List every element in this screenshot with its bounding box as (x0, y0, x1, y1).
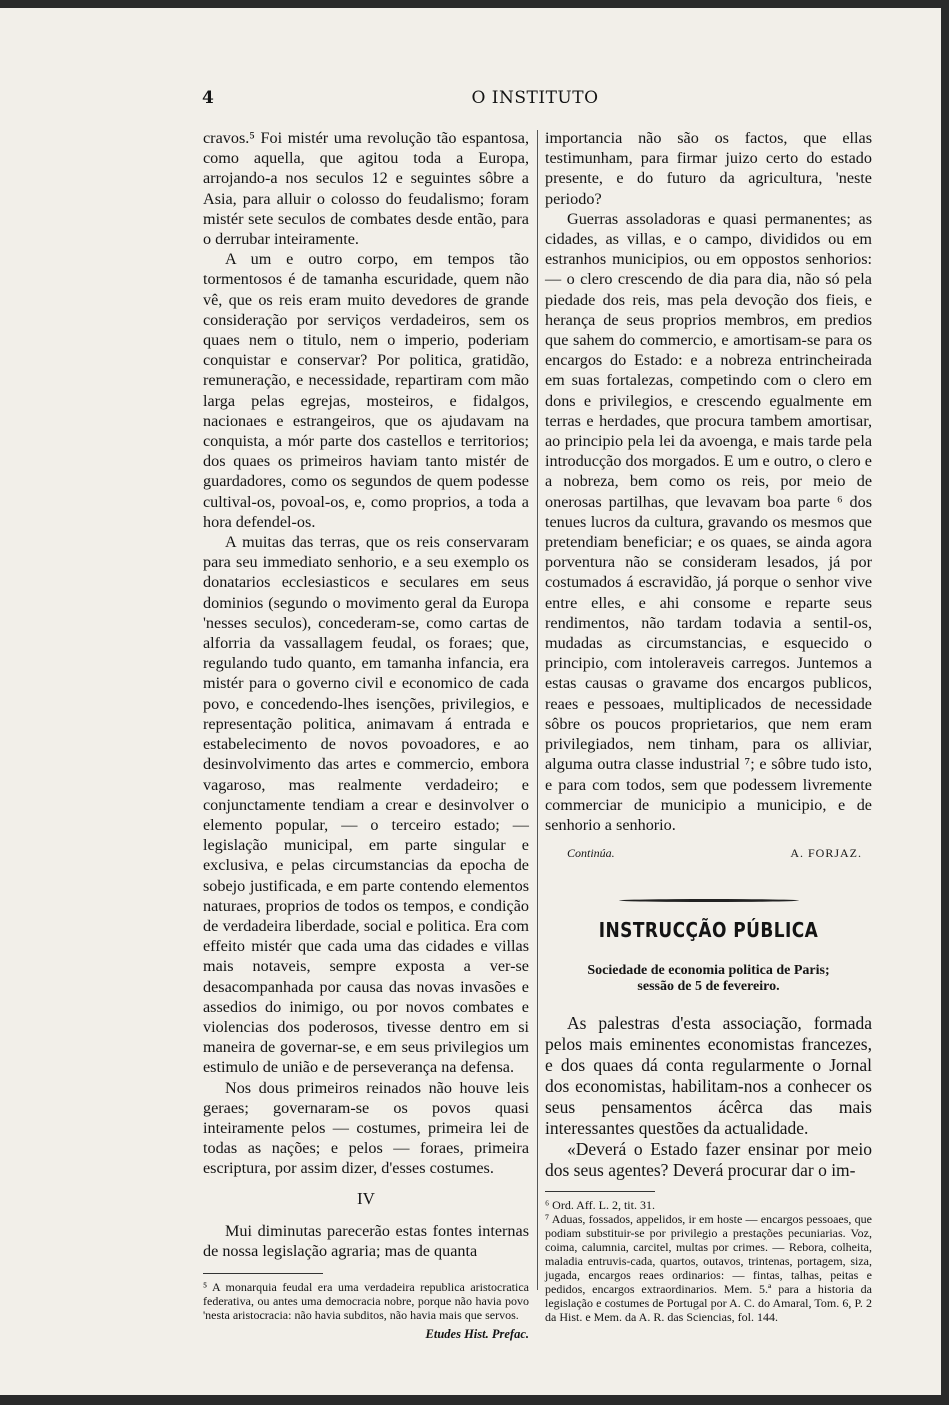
article-signoff (545, 843, 872, 863)
section-title: INSTRUCÇÃO PÚBLICA (598, 918, 819, 943)
page-header (200, 88, 870, 116)
scan-edge-bottom (0, 1395, 949, 1405)
footnote: ⁵ A monarquia feudal era uma verdadeira republica aristocratica federativa, ou antes uma democracia nobre, porque não havia povo 'nesta aristocracia: não havia subditos, não havia mais que servos. (203, 1280, 529, 1323)
author-name: A. FORJAZ. (790, 846, 862, 861)
paragraph: As palestras d'esta associação, formada pelos mais eminentes economistas francezes, e dos quaes dá conta regularmente o Jornal dos economistas, habilitam-nos a conhecer os seus pensamentos ácêrca das mais interessantes questões da actualidade. (545, 1012, 872, 1138)
ornament-rule (619, 899, 799, 902)
paragraph: Mui diminutas parecerão estas fontes internas de nossa legislação agraria; mas de quanta (203, 1221, 529, 1260)
footnote-rule (545, 1191, 655, 1192)
footnote-attribution: Etudes Hist. Prefac. (425, 1327, 529, 1342)
paragraph: «Deverá o Estado fazer ensinar por meio dos seus agentes? Deverá procurar dar o im- (545, 1138, 872, 1180)
subtitle-line: Sociedade de economia politica de Paris; (587, 962, 830, 978)
right-column (545, 128, 872, 1324)
footnote-rule (203, 1273, 323, 1274)
paragraph: importancia não são os factos, que ellas testimunham, para firmar juizo certo do estado presente, e do futuro da agricultura, 'neste periodo? (545, 129, 872, 208)
paragraph: cravos.⁵ Foi mistér uma revolução tão espantosa, como aquella, que agitou toda a Europa, arrojando-a nos seculos 12 e seguintes sôbre a Asia, para alluir o colosso do feudalismo; foram mistér sete seculos de combates desde então, para o derrubar inteiramente. (203, 129, 529, 249)
subtitle-line: sessão de 5 de fevereiro. (637, 978, 780, 994)
paragraph: Nos dous primeiros reinados não houve leis geraes; governaram-se os povos quasi inteiramente pelos — costumes, primeira lei de todas as nações; e pelos — foraes, primeira escriptura, por assim dizer, d'esses costumes. (203, 1078, 529, 1178)
scan-edge-right (941, 0, 949, 1405)
paragraph: Guerras assoladoras e quasi permanentes; as cidades, as villas, e o campo, divididos ou em estranhos municipios, ou em oppostos senhorios: — o clero crescendo de dia para dia, não só pela piedade dos reis, mas pela devoção dos fieis, e herança de seus proprios membros, em predios que sahem do commercio, e amortisam-se para os encargos do Estado: e a nobreza entrincheirada em suas fortalezas, competindo com o clero em dons e privilegios, e crescendo egualmente em terras e herdades, que procura tambem amortisar, ao principio pela lei da avoenga, e mais tarde pela introducção dos morgados. E um e outro, o clero e a nobreza, bem como os reis, por meio de onerosas partilhas, que levavam boa parte ⁶ dos tenues lucros da cultura, gravando os mesmos que pretendiam beneficiar; e os quaes, se ainda agora porventura não se consideram lesados, já por costumados á escravidão, já porque o senhor vive entre elles, e ahi consome e reparte seus rendimentos, não tardam todavia a sentil-os, mudadas as circumstancias, e esquecido o principio, com intoleraveis carregos. Juntemos a estas causas o gravame dos encargos publicos, reaes e pessoaes, multiplicados de necessidade sôbre os poucos proprietarios, que nem eram privilegiados, nem tinham, para os alliviar, alguma outra classe industrial ⁷; e sôbre tudo isto, e para com todos, sem que podessem livremente commerciar de municipio a municipio, e de senhorio a senhorio. (545, 209, 872, 834)
footnote: ⁶ Ord. Aff. L. 2, tit. 31. (545, 1197, 655, 1212)
section-number: IV (357, 1188, 375, 1208)
column-divider (537, 130, 538, 1290)
paragraph: A muitas das terras, que os reis conservaram para seu immediato senhorio, e a seu exemplo os donatarios ecclesiasticos e seculares em seus dominios (segundo o movimento geral da Europa 'nesses seculos), concederam-se, como cartas de alforria da vassallagem feudal, os foraes; que, regulando tudo quanto, em tamanha infancia, era mistér para o governo civil e economico de cada povo, e concedendo-lhes isenções, privilegios, e representação politica, animavam á entrada e estabelecimento de novos povoadores, e ao desinvolvimento das artes e commercio, embora vagaroso, mas realmente verdadeiro; e conjunctamente tendiam a crear e desinvolver o elemento popular, — o terceiro estado; — legislação municipal, em parte singular e exclusiva, e pelas circumstancias da epocha de sobejo justificada, e em parte contendo elementos naturaes, proprios de todos os tempos, e condição de verdadeira liberdade, social e politica. Era com effeito mistér que cada uma das cidades e villas mais notaveis, sempre exposta a ver-se desacompanhada por causa das novas invasões e assedios do inimigo, ou por novos combates e violencias dos poderosos, tivesse dentro em si maneira de governar-se, e em seus privilegios um estimulo de união e de perseverança na defensa. (203, 533, 529, 1077)
scan-edge-top (0, 0, 949, 8)
running-title: O INSTITUTO (471, 88, 599, 108)
section-subtitle (545, 963, 872, 995)
continua-label: Continúa. (567, 846, 615, 861)
page-number: 4 (202, 88, 214, 108)
left-column (203, 128, 529, 1344)
paragraph: A um e outro corpo, em tempos tão tormentosos é de tamanha escuridade, quem não vê, que os reis eram muito devedores de grande consideração por serviços verdadeiros, sem os quaes nem o titulo, nem o imperio, poderiam conquistar e conservar? Por politica, gratidão, remuneração, e necessidade, repartiram com mão larga pelas egrejas, mosteiros, e fidalgos, nacionaes e estrangeiros, que os ajudavam na conquista, a mór parte dos castellos e territorios; dos quaes os primeiros haviam tanto mistér de guardadores, como os segundos de quem podesse cultival-os, povoal-os, e, como proprios, a toda a hora defendel-os. (203, 250, 529, 531)
footnote: ⁷ Aduas, fossados, appelidos, ir em hoste — encargos pessoaes, que podiam substituir-se por privilegio a prestações pecuniarias. Voz, coima, calumnia, carcitel, multas por crimes. — Rebora, colheita, maladia entruvis-cada, quartos, outavos, trintenas, portagem, siza, jugada, encargos reaes ordinarios: — fintas, talhas, peitas e pedidos, encargos extraordinarios. Mem. 5.ª para a historia da legislação e costumes de Portugal por A. C. do Amaral, Tom. 6, P. 2 da Hist. e Mem. da A. R. das Sciencias, fol. 144. (545, 1211, 872, 1324)
